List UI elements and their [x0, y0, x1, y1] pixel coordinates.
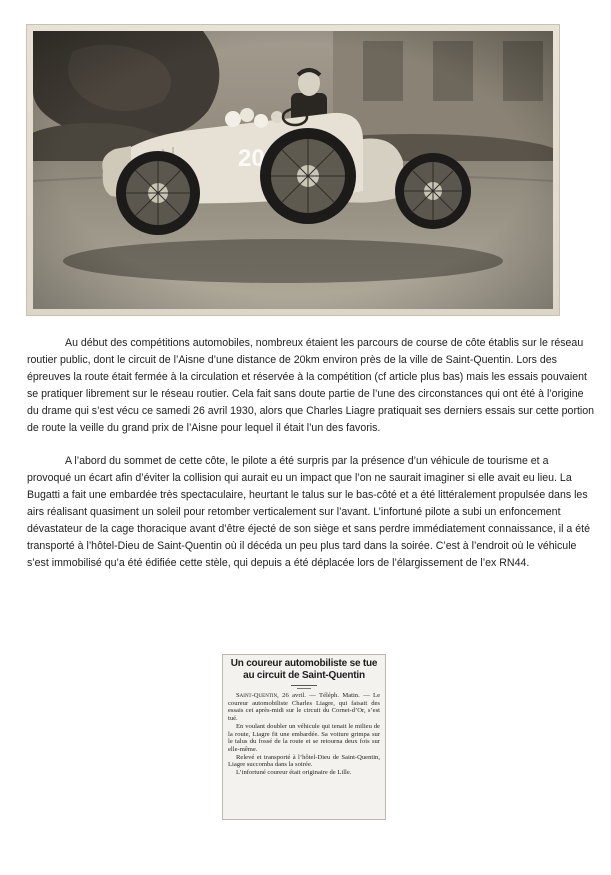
- intro-paragraph: Au début des compétitions automobiles, nombreux étaient les parcours de course de côte établis sur le réseau routier public, dont le circuit de l’Aisne d’une distance de 20km environ près de la ville de Saint-Quentin. Lors des épreuves la route était fermée à la circulation et réservée à la compétition (cf article plus bas) mais les essais pouvaient se pratiquer librement sur le réseau routier. Cela fait sans doute partie de l’une des circonstances qui ont été à l’origine du drame qui s’est vécu ce samedi 26 avril 1930, alors que Charles Liagre pratiquait ses derniers essais sur cette portion de route la veille du grand prix de l’Aisne pour lequel il était l’un des favoris.: [27, 337, 595, 434]
- clipping-paragraph-3: Relevé et transporté à l’hôtel-Dieu de Saint-Quentin, Liagre succomba dans la soirée.: [228, 753, 380, 769]
- vintage-race-car-photo: [33, 31, 553, 309]
- newspaper-clipping: [222, 654, 386, 820]
- clipping-paragraph-4: L’infortuné coureur était originaire de Lille.: [236, 769, 352, 777]
- clipping-divider-short: [297, 688, 311, 689]
- clipping-dateline-place: Saint-Quentin: [236, 692, 278, 699]
- photo-mount: [26, 24, 560, 316]
- clipping-paragraph-2: En voulant doubler un véhicule qui tenait le milieu de la route, Liagre fit une embardée. Sa voiture grimpa sur le talus du fossé de la route et se retourna deux fois sur elle-même.: [228, 722, 380, 753]
- race-car-illustration: [33, 31, 553, 309]
- clipping-headline: Un coureur automobiliste se tue au circuit de Saint-Quentin: [230, 658, 378, 681]
- clipping-dateline-text: , 26 avril. — Téléph. Matin. — Le coureur automobiliste Charles Liagre, qui faisait des essais cet après-midi sur le circuit du Cornet-d’Or, s’est tué.: [228, 692, 380, 723]
- clipping-body: [228, 692, 380, 777]
- accident-paragraph: A l’abord du sommet de cette côte, le pilote a été surpris par la présence d’un véhicule de tourisme et a provoqué un écart afin d’éviter la collision qui aurait eu un impact que l’on ne saurait imaginer si elle avait eu lieu. La Bugatti a fait une embardée très spectaculaire, heurtant le talus sur le bas-côté et a été littéralement propulsée dans les airs réalisant quasiment un soleil pour retomber verticalement sur l’avant. L’infortuné pilote a subi un enfoncement dévastateur de la cage thoracique avant d’être éjecté de son siège et sans perdre immédiatement connaissance, il a été transporté à l’hôtel-Dieu de Saint-Quentin où il décéda un peu plus tard dans la soirée. C’est à l’endroit où le véhicule s’est immobilisé qu’a été édifiée cette stèle, qui depuis a été déplacée lors de l’élargissement de l’ex RN44.: [27, 455, 590, 569]
- clipping-paragraph-1: [228, 692, 380, 723]
- clipping-divider: [291, 685, 317, 686]
